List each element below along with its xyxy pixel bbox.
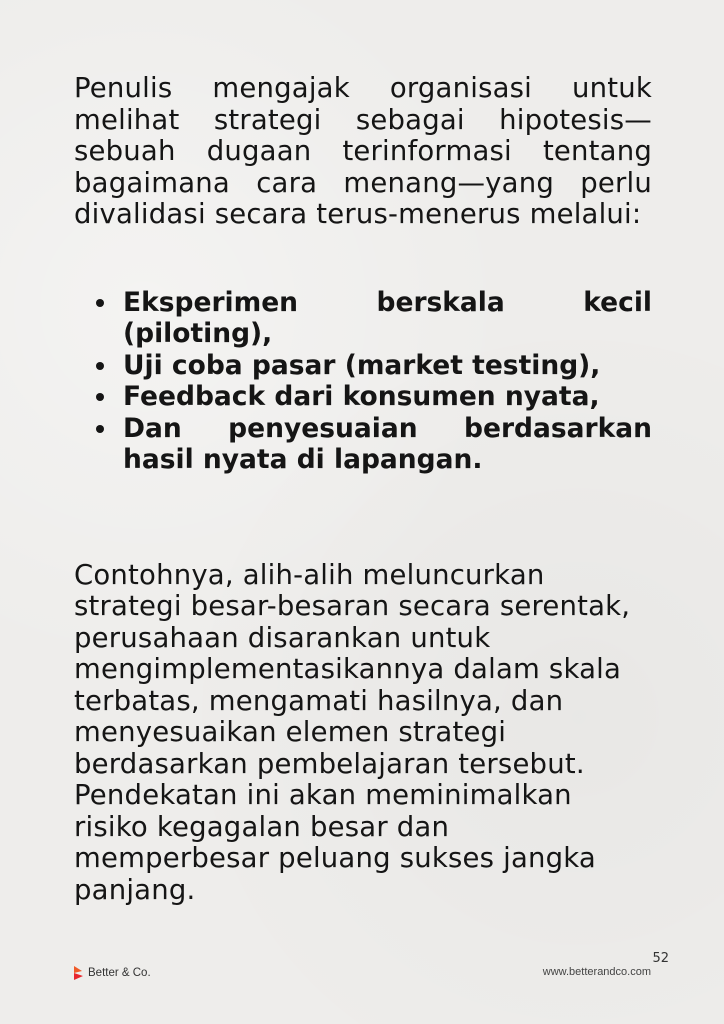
bullet-item (96, 413, 652, 476)
bullet-item (96, 381, 652, 413)
bullet-item (96, 287, 652, 350)
bullet-dot-icon (96, 393, 104, 401)
page-content (74, 73, 652, 906)
bullet-item (96, 350, 652, 382)
bullet-list (96, 287, 652, 476)
brand-name: Better & Co. (88, 967, 151, 979)
bullet-text: Feedback dari konsumen nyata, (123, 381, 600, 412)
bullet-text: Eksperimen berskala kecil (piloting), (123, 286, 652, 349)
bullet-dot-icon (96, 362, 104, 370)
brand-logo (73, 965, 151, 981)
bullet-dot-icon (96, 425, 104, 433)
bullet-text: Uji coba pasar (market testing), (123, 349, 601, 381)
bullet-dot-icon (96, 299, 104, 307)
intro-paragraph: Penulis mengajak organisasi untuk melihat strategi sebagai hipotesis—sebuah dugaan terinformasi tentang bagaimana cara menang—yang perlu divalidasi secara terus-menerus melalui: (74, 72, 652, 230)
bullet-text: Dan penyesuaian berdasarkan hasil nyata di lapangan. (123, 412, 652, 475)
page-number: 52 (652, 951, 669, 966)
brand-logo-icon (73, 965, 84, 981)
example-paragraph: Contohnya, alih-alih meluncurkan strategi besar-besaran secara serentak, perusahaan disarankan untuk mengimplementasikannya dalam skala terbatas, mengamati hasilnya, dan menyesuaikan elemen strategi berdasarkan pembelajaran tersebut. Pendekatan ini akan meminimalkan risiko kegagalan besar dan memperbesar peluang sukses jangka panjang. (74, 558, 631, 906)
website-url: www.betterandco.com (542, 966, 651, 978)
